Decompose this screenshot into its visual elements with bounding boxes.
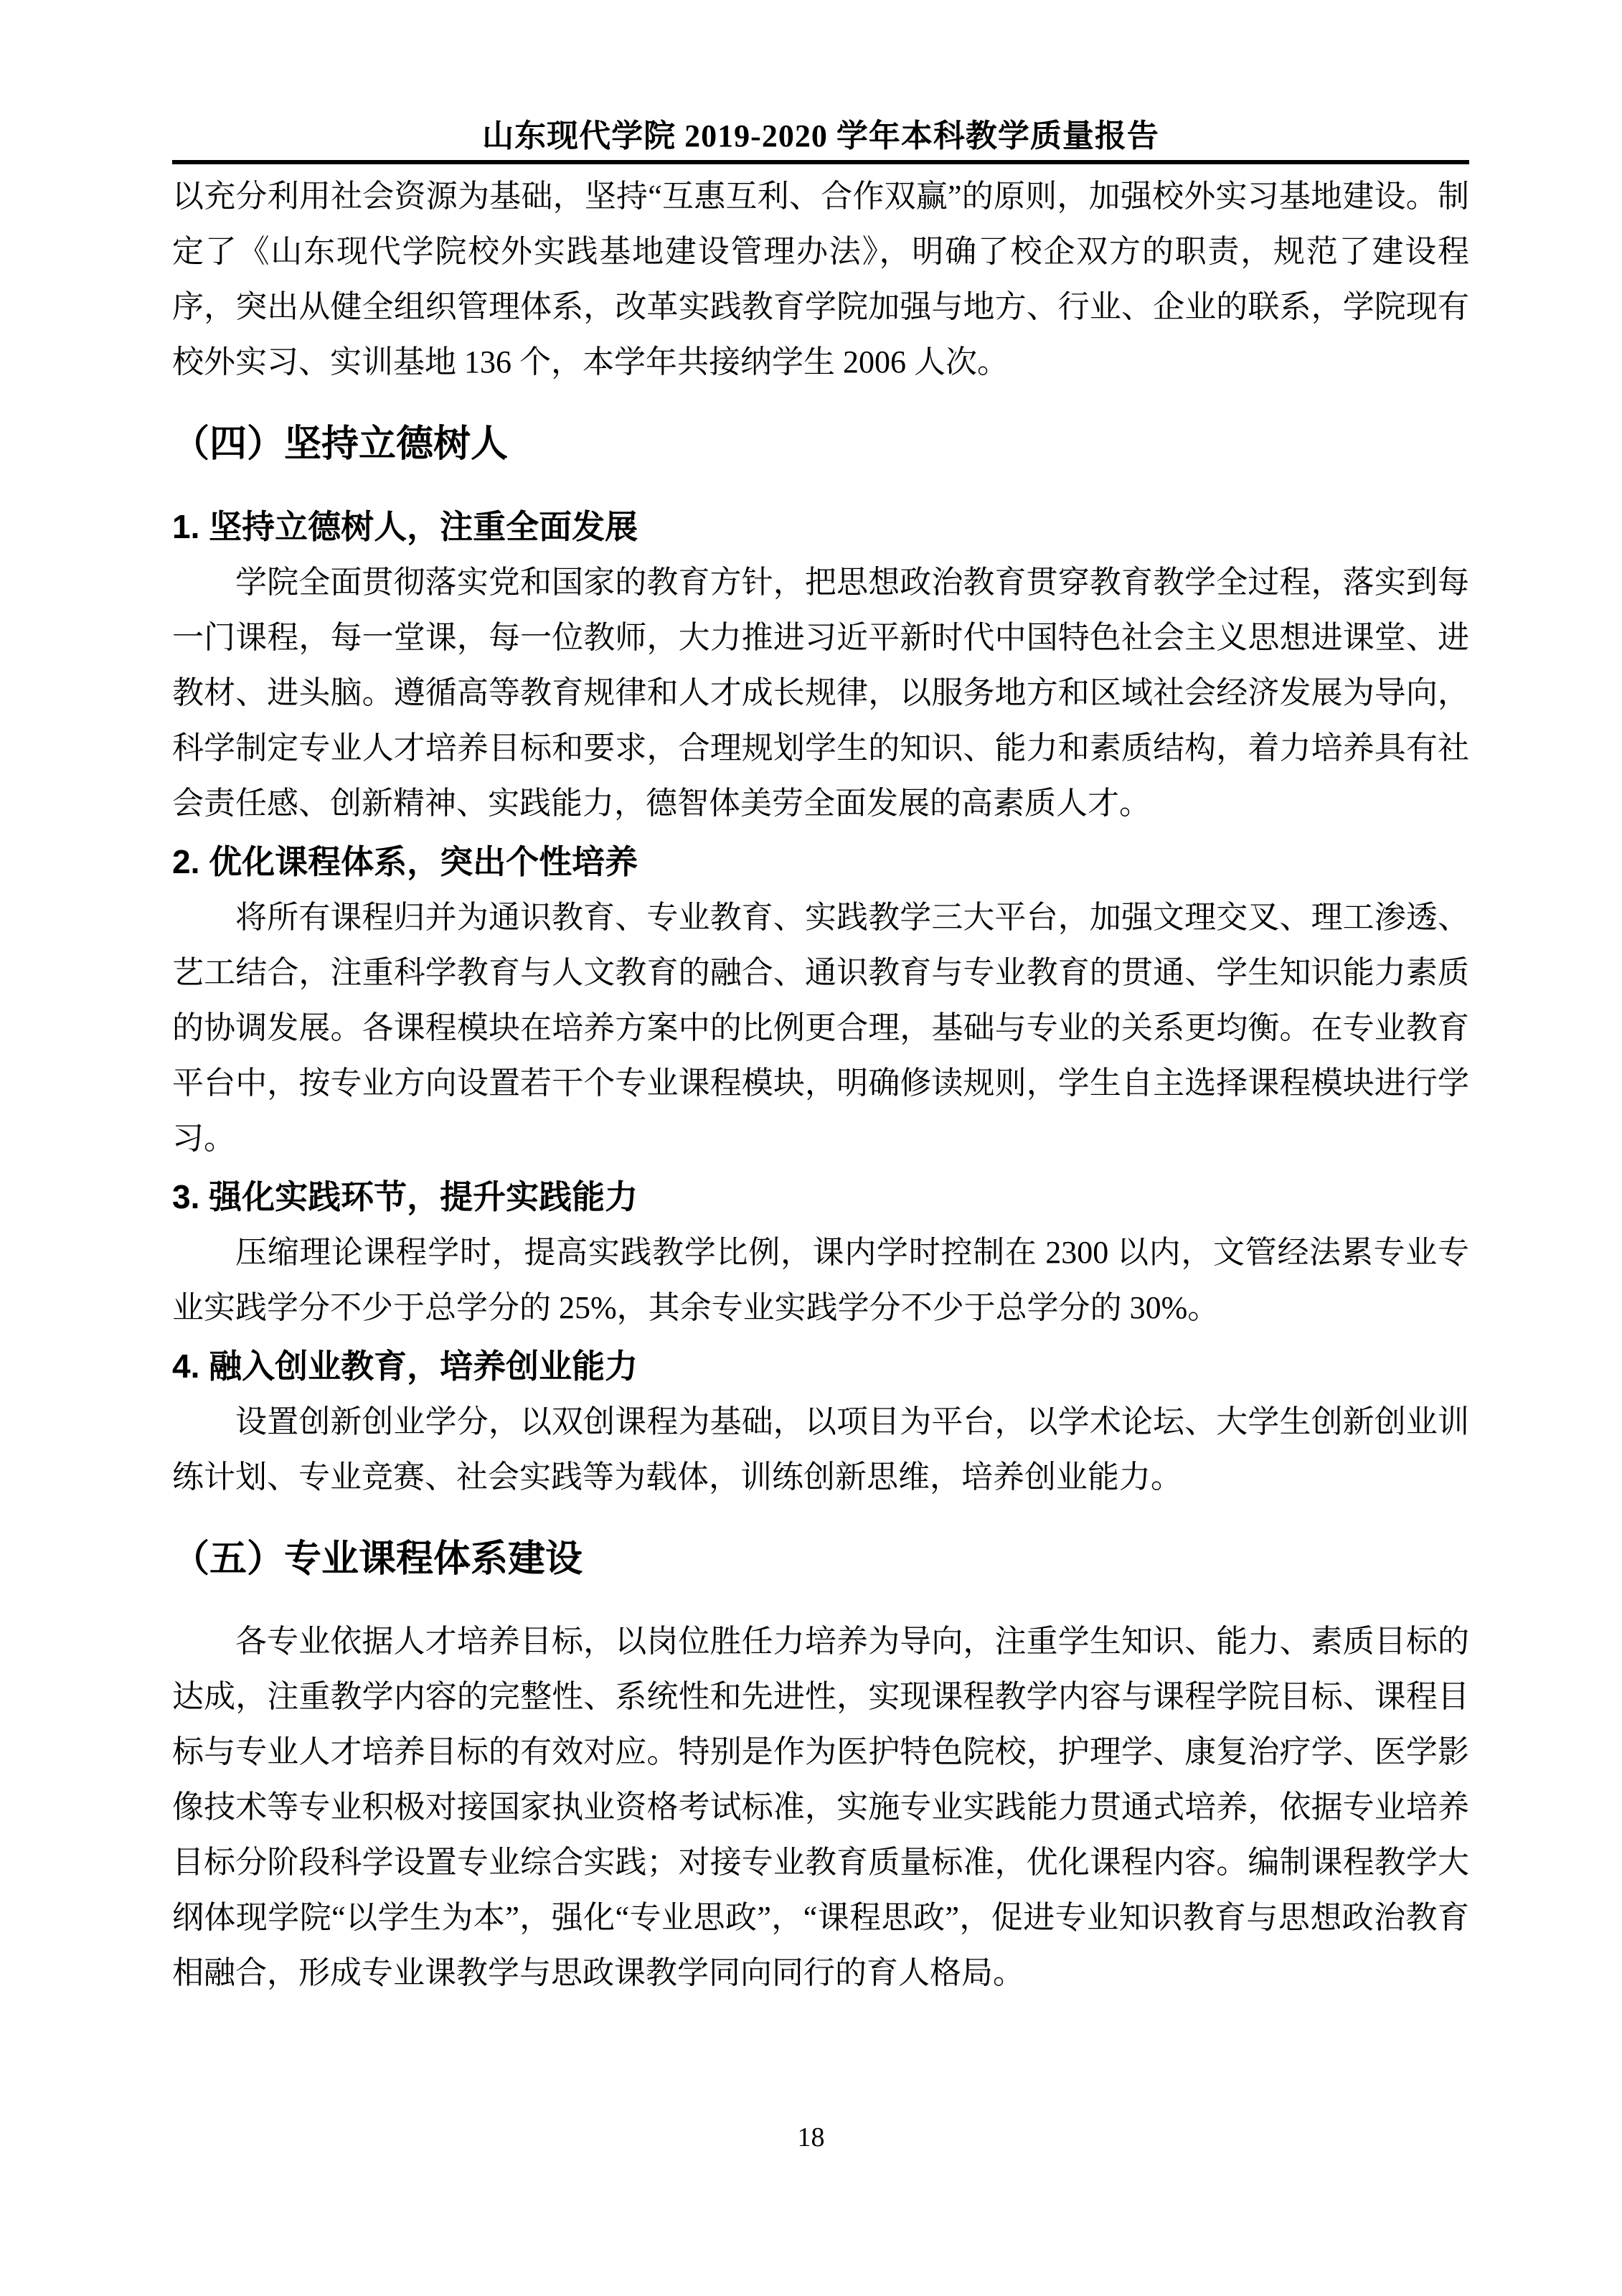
page-number: 18 (797, 2122, 825, 2152)
page-header-title: 山东现代学院 2019-2020 学年本科教学质量报告 (482, 118, 1159, 154)
section-4-subheading-2: 2. 优化课程体系，突出个性培养 (172, 843, 638, 880)
section-4-paragraph-1: 学院全面贯彻落实党和国家的教育方针，把思想政治教育贯穿教育教学全过程，落实到每一门课程，每一堂课，每一位教师，大力推进习近平新时代中国特色社会主义思想进课堂、进教材、进头脑。遵循高等教育规律和人才成长规律，以服务地方和区域社会经济发展为导向，科学制定专业人才培养目标和要求，合理规划学生的知识、能力和素质结构，着力培养具有社会责任感、创新精神、实践能力，德智体美劳全面发展的高素质人才。 (172, 565, 1469, 821)
section-4-subheading-4: 4. 融入创业教育，培养创业能力 (172, 1347, 638, 1385)
header-divider (172, 160, 1469, 164)
intro-paragraph: 以充分利用社会资源为基础，坚持“互惠互利、合作双赢”的原则，加强校外实习基地建设。制定了《山东现代学院校外实践基地建设管理办法》，明确了校企双方的职责，规范了建设程序，突出从健全组织管理体系，改革实践教育学院加强与地方、行业、企业的联系，学院现有校外实习、实训基地 136 个，本学年共接纳学生 2006 人次。 (172, 179, 1469, 380)
text-column (172, 0, 1469, 2000)
section-4-subheading-1: 1. 坚持立德树人，注重全面发展 (172, 508, 638, 545)
section-4-paragraph-3: 压缩理论课程学时，提高实践教学比例，课内学时控制在 2300 以内，文管经法累专业专业实践学分不少于总学分的 25%，其余专业实践学分不少于总学分的 30%。 (172, 1235, 1469, 1325)
section-5-paragraph: 各专业依据人才培养目标，以岗位胜任力培养为导向，注重学生知识、能力、素质目标的达成，注重教学内容的完整性、系统性和先进性，实现课程教学内容与课程学院目标、课程目标与专业人才培养目标的有效对应。特别是作为医护特色院校，护理学、康复治疗学、医学影像技术等专业积极对接国家执业资格考试标准，实施专业实践能力贯通式培养，依据专业培养目标分阶段科学设置专业综合实践；对接专业教育质量标准，优化课程内容。编制课程教学大纲体现学院“以学生为本”，强化“专业思政”，“课程思政”，促进专业知识教育与思想政治教育相融合，形成专业课教学与思政课教学同向同行的育人格局。 (172, 1624, 1469, 1990)
section-4-paragraph-2: 将所有课程归并为通识教育、专业教育、实践教学三大平台，加强文理交叉、理工渗透、艺工结合，注重科学教育与人文教育的融合、通识教育与专业教育的贯通、学生知识能力素质的协调发展。各课程模块在培养方案中的比例更合理，基础与专业的关系更均衡。在专业教育平台中，按专业方向设置若干个专业课程模块，明确修读规则，学生自主选择课程模块进行学习。 (172, 900, 1469, 1156)
section-5-title: （五）专业课程体系建设 (172, 1538, 583, 1580)
section-4-paragraph-4: 设置创新创业学分，以双创课程为基础，以项目为平台，以学术论坛、大学生创新创业训练计划、专业竞赛、社会实践等为载体，训练创新思维，培养创业能力。 (172, 1404, 1469, 1495)
section-4-title: （四）坚持立德树人 (172, 423, 509, 465)
section-4-subheading-3: 3. 强化实践环节，提升实践能力 (172, 1178, 638, 1215)
